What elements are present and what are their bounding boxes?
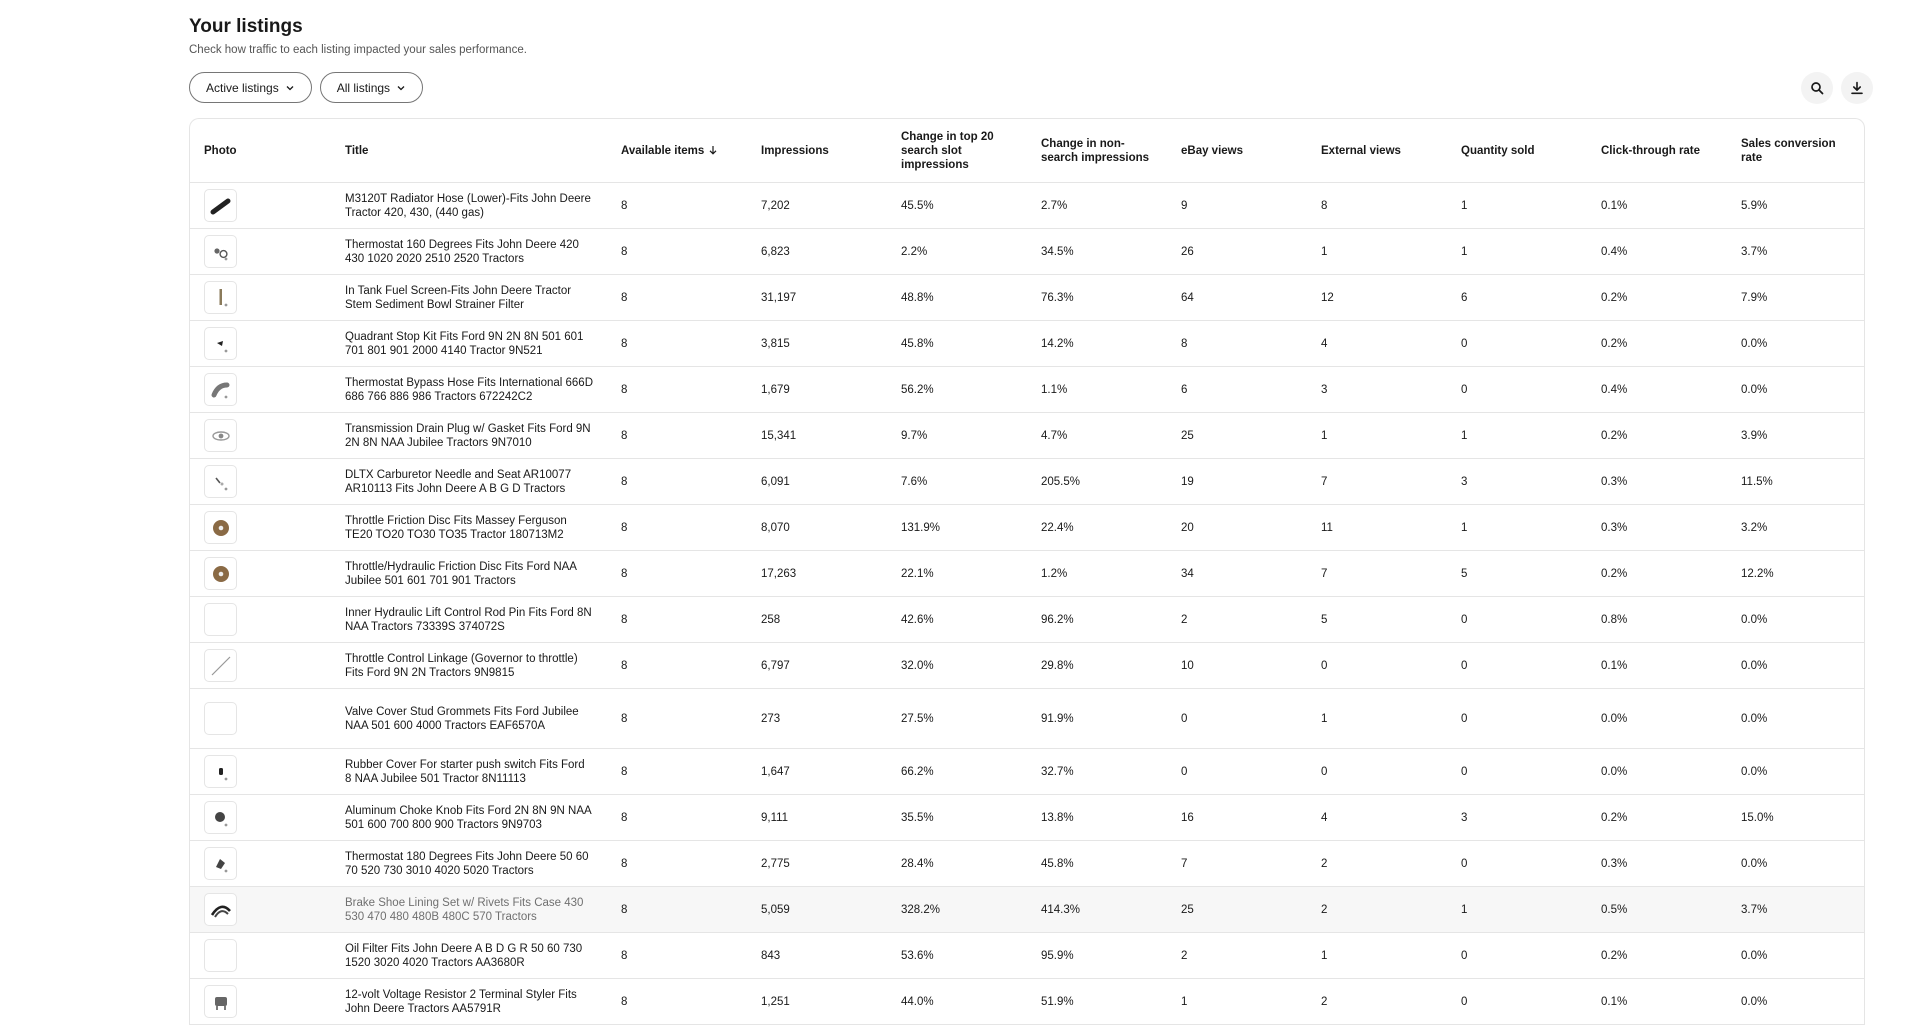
- external-views: 0: [1307, 749, 1447, 795]
- available-items: 8: [607, 979, 747, 1025]
- top20-change: 22.1%: [887, 551, 1027, 597]
- column-header-photo: Photo: [190, 119, 331, 183]
- nonsearch-change: 1.1%: [1027, 367, 1167, 413]
- listing-title[interactable]: DLTX Carburetor Needle and Seat AR10077 AR10113 Fits John Deere A B G D Tractors: [331, 459, 607, 505]
- table-row[interactable]: [190, 505, 1864, 551]
- sales-conversion-rate: 3.9%: [1727, 413, 1864, 459]
- photo-cell: [190, 229, 331, 275]
- external-views: 1: [1307, 689, 1447, 749]
- click-through-rate: 0.2%: [1587, 275, 1727, 321]
- sales-conversion-rate: 0.0%: [1727, 321, 1864, 367]
- external-views: 5: [1307, 597, 1447, 643]
- available-items: 8: [607, 505, 747, 551]
- click-through-rate: 0.0%: [1587, 689, 1727, 749]
- sales-conversion-rate: 0.0%: [1727, 689, 1864, 749]
- listing-thumbnail[interactable]: [204, 939, 237, 972]
- top20-change: 45.8%: [887, 321, 1027, 367]
- quantity-sold: 1: [1447, 229, 1587, 275]
- sales-conversion-rate: 0.0%: [1727, 643, 1864, 689]
- external-views: 7: [1307, 551, 1447, 597]
- top20-change: 44.0%: [887, 979, 1027, 1025]
- top20-change: 2.2%: [887, 229, 1027, 275]
- top20-change: 48.8%: [887, 275, 1027, 321]
- ebay-views: 9: [1167, 183, 1307, 229]
- photo-cell: [190, 933, 331, 979]
- available-items: 8: [607, 795, 747, 841]
- ebay-views: 20: [1167, 505, 1307, 551]
- listing-title[interactable]: M3120T Radiator Hose (Lower)-Fits John Deere Tractor 420, 430, (440 gas): [331, 183, 607, 229]
- external-views: 7: [1307, 459, 1447, 505]
- top20-change: 131.9%: [887, 505, 1027, 551]
- photo-cell: [190, 689, 331, 749]
- top20-change: 7.6%: [887, 459, 1027, 505]
- photo-cell: [190, 183, 331, 229]
- column-header-nonsearch-change[interactable]: Change in non-search impressions: [1027, 119, 1167, 183]
- listing-thumbnail[interactable]: [204, 603, 237, 636]
- listing-thumbnail[interactable]: [204, 511, 237, 544]
- listing-title[interactable]: Valve Cover Stud Grommets Fits Ford Jubilee NAA 501 600 4000 Tractors EAF6570A: [331, 689, 607, 749]
- arrow-down-icon: [708, 145, 718, 155]
- listing-thumbnail[interactable]: [204, 327, 237, 360]
- ebay-views: 26: [1167, 229, 1307, 275]
- quantity-sold: 3: [1447, 795, 1587, 841]
- quantity-sold: 0: [1447, 979, 1587, 1025]
- top20-change: 35.5%: [887, 795, 1027, 841]
- nonsearch-change: 96.2%: [1027, 597, 1167, 643]
- column-header-ebay-views[interactable]: eBay views: [1167, 119, 1307, 183]
- click-through-rate: 0.3%: [1587, 505, 1727, 551]
- quantity-sold: 6: [1447, 275, 1587, 321]
- column-header-impressions[interactable]: Impressions: [747, 119, 887, 183]
- external-views: 4: [1307, 321, 1447, 367]
- quantity-sold: 1: [1447, 183, 1587, 229]
- nonsearch-change: 34.5%: [1027, 229, 1167, 275]
- sales-conversion-rate: 12.2%: [1727, 551, 1864, 597]
- impressions: 17,263: [747, 551, 887, 597]
- table-row[interactable]: [190, 979, 1864, 1025]
- sales-conversion-rate: 0.0%: [1727, 597, 1864, 643]
- listing-thumbnail[interactable]: [204, 755, 237, 788]
- listing-thumbnail[interactable]: [204, 801, 237, 834]
- photo-cell: [190, 321, 331, 367]
- nonsearch-change: 414.3%: [1027, 887, 1167, 933]
- sales-conversion-rate: 11.5%: [1727, 459, 1864, 505]
- ebay-views: 16: [1167, 795, 1307, 841]
- impressions: 1,679: [747, 367, 887, 413]
- external-views: 2: [1307, 887, 1447, 933]
- listing-thumbnail[interactable]: [204, 893, 237, 926]
- quantity-sold: 3: [1447, 459, 1587, 505]
- ebay-views: 64: [1167, 275, 1307, 321]
- photo-cell: [190, 551, 331, 597]
- impressions: 5,059: [747, 887, 887, 933]
- table-row[interactable]: [190, 887, 1864, 933]
- ebay-views: 2: [1167, 597, 1307, 643]
- ebay-views: 25: [1167, 413, 1307, 459]
- click-through-rate: 0.1%: [1587, 643, 1727, 689]
- top20-change: 9.7%: [887, 413, 1027, 459]
- impressions: 9,111: [747, 795, 887, 841]
- nonsearch-change: 45.8%: [1027, 841, 1167, 887]
- photo-cell: [190, 413, 331, 459]
- external-views: 1: [1307, 229, 1447, 275]
- sales-conversion-rate: 0.0%: [1727, 979, 1864, 1025]
- nonsearch-change: 51.9%: [1027, 979, 1167, 1025]
- table-header-row: [190, 119, 1864, 183]
- nonsearch-change: 205.5%: [1027, 459, 1167, 505]
- table-row[interactable]: [190, 933, 1864, 979]
- table-row[interactable]: [190, 183, 1864, 229]
- listing-title[interactable]: Quadrant Stop Kit Fits Ford 9N 2N 8N 501 601 701 801 901 2000 4140 Tractor 9N521: [331, 321, 607, 367]
- active-listings-dropdown[interactable]: [189, 72, 312, 103]
- photo-cell: [190, 749, 331, 795]
- table-row[interactable]: [190, 275, 1864, 321]
- quantity-sold: 1: [1447, 505, 1587, 551]
- nonsearch-change: 4.7%: [1027, 413, 1167, 459]
- listing-title[interactable]: Oil Filter Fits John Deere A B D G R 50 60 730 1520 3020 4020 Tractors AA3680R: [331, 933, 607, 979]
- ebay-views: 1: [1167, 979, 1307, 1025]
- table-row[interactable]: [190, 321, 1864, 367]
- column-header-available-items[interactable]: [607, 119, 747, 183]
- photo-cell: [190, 643, 331, 689]
- listing-title[interactable]: In Tank Fuel Screen-Fits John Deere Tractor Stem Sediment Bowl Strainer Filter: [331, 275, 607, 321]
- available-items: 8: [607, 229, 747, 275]
- listing-title[interactable]: Aluminum Choke Knob Fits Ford 2N 8N 9N NAA 501 600 700 800 900 Tractors 9N9703: [331, 795, 607, 841]
- quantity-sold: 0: [1447, 841, 1587, 887]
- page-subtitle: Check how traffic to each listing impacted your sales performance.: [189, 44, 527, 56]
- available-items: 8: [607, 597, 747, 643]
- available-items: 8: [607, 749, 747, 795]
- sales-conversion-rate: 5.9%: [1727, 183, 1864, 229]
- download-icon: [1850, 81, 1864, 95]
- click-through-rate: 0.1%: [1587, 979, 1727, 1025]
- available-items: 8: [607, 551, 747, 597]
- available-items: 8: [607, 933, 747, 979]
- available-items: 8: [607, 841, 747, 887]
- listing-thumbnail[interactable]: [204, 847, 237, 880]
- listing-thumbnail[interactable]: [204, 649, 237, 682]
- impressions: 6,797: [747, 643, 887, 689]
- click-through-rate: 0.2%: [1587, 795, 1727, 841]
- table-row[interactable]: [190, 413, 1864, 459]
- listing-title[interactable]: Throttle/Hydraulic Friction Disc Fits Ford NAA Jubilee 501 601 701 901 Tractors: [331, 551, 607, 597]
- impressions: 6,091: [747, 459, 887, 505]
- impressions: 8,070: [747, 505, 887, 551]
- ebay-views: 8: [1167, 321, 1307, 367]
- table-row[interactable]: [190, 795, 1864, 841]
- available-items: 8: [607, 321, 747, 367]
- photo-cell: [190, 459, 331, 505]
- sales-conversion-rate: 0.0%: [1727, 749, 1864, 795]
- click-through-rate: 0.3%: [1587, 459, 1727, 505]
- photo-cell: [190, 887, 331, 933]
- impressions: 3,815: [747, 321, 887, 367]
- external-views: 8: [1307, 183, 1447, 229]
- click-through-rate: 0.3%: [1587, 841, 1727, 887]
- sales-conversion-rate: 3.7%: [1727, 229, 1864, 275]
- impressions: 7,202: [747, 183, 887, 229]
- top20-change: 32.0%: [887, 643, 1027, 689]
- external-views: 4: [1307, 795, 1447, 841]
- active-listings-label: Active listings: [206, 80, 279, 95]
- nonsearch-change: 13.8%: [1027, 795, 1167, 841]
- click-through-rate: 0.1%: [1587, 183, 1727, 229]
- impressions: 6,823: [747, 229, 887, 275]
- available-items: 8: [607, 459, 747, 505]
- column-header-title[interactable]: Title: [331, 119, 607, 183]
- ebay-views: 2: [1167, 933, 1307, 979]
- impressions: 258: [747, 597, 887, 643]
- listing-thumbnail[interactable]: [204, 465, 237, 498]
- top20-change: 53.6%: [887, 933, 1027, 979]
- chevron-down-icon: [396, 83, 406, 93]
- external-views: 12: [1307, 275, 1447, 321]
- impressions: 15,341: [747, 413, 887, 459]
- impressions: 31,197: [747, 275, 887, 321]
- page-title: Your listings: [189, 16, 303, 37]
- nonsearch-change: 2.7%: [1027, 183, 1167, 229]
- table-row[interactable]: [190, 749, 1864, 795]
- listing-title[interactable]: Brake Shoe Lining Set w/ Rivets Fits Case 430 530 470 480 480B 480C 570 Tractors: [331, 887, 607, 933]
- photo-cell: [190, 275, 331, 321]
- sales-conversion-rate: 0.0%: [1727, 933, 1864, 979]
- photo-cell: [190, 795, 331, 841]
- click-through-rate: 0.2%: [1587, 933, 1727, 979]
- all-listings-label: All listings: [336, 80, 391, 95]
- listing-thumbnail[interactable]: [204, 557, 237, 590]
- nonsearch-change: 95.9%: [1027, 933, 1167, 979]
- sales-conversion-rate: 0.0%: [1727, 841, 1864, 887]
- nonsearch-change: 76.3%: [1027, 275, 1167, 321]
- available-items: 8: [607, 643, 747, 689]
- click-through-rate: 0.4%: [1587, 229, 1727, 275]
- ebay-views: 19: [1167, 459, 1307, 505]
- listings-table: [190, 119, 1864, 1025]
- available-items: 8: [607, 887, 747, 933]
- sales-conversion-rate: 3.7%: [1727, 887, 1864, 933]
- table-row[interactable]: [190, 229, 1864, 275]
- quantity-sold: 5: [1447, 551, 1587, 597]
- table-row[interactable]: [190, 367, 1864, 413]
- click-through-rate: 0.0%: [1587, 749, 1727, 795]
- available-items: 8: [607, 689, 747, 749]
- nonsearch-change: 14.2%: [1027, 321, 1167, 367]
- ebay-views: 25: [1167, 887, 1307, 933]
- listing-thumbnail[interactable]: [204, 373, 237, 406]
- top20-change: 28.4%: [887, 841, 1027, 887]
- impressions: 1,251: [747, 979, 887, 1025]
- chevron-down-icon: [285, 83, 295, 93]
- available-items: 8: [607, 183, 747, 229]
- table-row[interactable]: [190, 597, 1864, 643]
- click-through-rate: 0.4%: [1587, 367, 1727, 413]
- table-row[interactable]: [190, 643, 1864, 689]
- nonsearch-change: 29.8%: [1027, 643, 1167, 689]
- column-header-sales-conversion-rate[interactable]: Sales conversion rate: [1727, 119, 1864, 183]
- listing-title[interactable]: Rubber Cover For starter push switch Fits Ford 8 NAA Jubilee 501 Tractor 8N11113: [331, 749, 607, 795]
- click-through-rate: 0.8%: [1587, 597, 1727, 643]
- ebay-views: 10: [1167, 643, 1307, 689]
- quantity-sold: 1: [1447, 887, 1587, 933]
- sales-conversion-rate: 7.9%: [1727, 275, 1864, 321]
- quantity-sold: 0: [1447, 689, 1587, 749]
- listing-thumbnail[interactable]: [204, 189, 237, 222]
- table-row[interactable]: [190, 689, 1864, 749]
- click-through-rate: 0.2%: [1587, 321, 1727, 367]
- click-through-rate: 0.2%: [1587, 413, 1727, 459]
- top20-change: 27.5%: [887, 689, 1027, 749]
- quantity-sold: 0: [1447, 597, 1587, 643]
- quantity-sold: 0: [1447, 933, 1587, 979]
- listing-thumbnail[interactable]: [204, 419, 237, 452]
- external-views: 2: [1307, 979, 1447, 1025]
- download-button[interactable]: [1841, 72, 1873, 104]
- impressions: 843: [747, 933, 887, 979]
- quantity-sold: 0: [1447, 643, 1587, 689]
- search-button[interactable]: [1801, 72, 1833, 104]
- listing-title[interactable]: Inner Hydraulic Lift Control Rod Pin Fits Ford 8N NAA Tractors 73339S 374072S: [331, 597, 607, 643]
- impressions: 273: [747, 689, 887, 749]
- available-items: 8: [607, 275, 747, 321]
- table-row[interactable]: [190, 459, 1864, 505]
- impressions: 1,647: [747, 749, 887, 795]
- top20-change: 66.2%: [887, 749, 1027, 795]
- listing-thumbnail[interactable]: [204, 281, 237, 314]
- ebay-views: 0: [1167, 689, 1307, 749]
- photo-cell: [190, 505, 331, 551]
- quantity-sold: 0: [1447, 367, 1587, 413]
- column-header-external-views[interactable]: External views: [1307, 119, 1447, 183]
- sales-conversion-rate: 15.0%: [1727, 795, 1864, 841]
- nonsearch-change: 1.2%: [1027, 551, 1167, 597]
- column-header-click-through-rate[interactable]: Click-through rate: [1587, 119, 1727, 183]
- click-through-rate: 0.5%: [1587, 887, 1727, 933]
- listing-thumbnail[interactable]: [204, 985, 237, 1018]
- ebay-views: 34: [1167, 551, 1307, 597]
- quantity-sold: 0: [1447, 321, 1587, 367]
- listing-title[interactable]: Throttle Control Linkage (Governor to throttle) Fits Ford 9N 2N Tractors 9N9815: [331, 643, 607, 689]
- nonsearch-change: 91.9%: [1027, 689, 1167, 749]
- click-through-rate: 0.2%: [1587, 551, 1727, 597]
- photo-cell: [190, 367, 331, 413]
- listing-thumbnail[interactable]: [204, 235, 237, 268]
- filter-bar: [189, 72, 423, 103]
- ebay-views: 6: [1167, 367, 1307, 413]
- top20-change: 56.2%: [887, 367, 1027, 413]
- listing-title[interactable]: Throttle Friction Disc Fits Massey Ferguson TE20 TO20 TO30 TO35 Tractor 180713M2: [331, 505, 607, 551]
- external-views: 3: [1307, 367, 1447, 413]
- external-views: 2: [1307, 841, 1447, 887]
- top20-change: 328.2%: [887, 887, 1027, 933]
- table-row[interactable]: [190, 551, 1864, 597]
- photo-cell: [190, 841, 331, 887]
- top20-change: 42.6%: [887, 597, 1027, 643]
- sales-conversion-rate: 3.2%: [1727, 505, 1864, 551]
- sales-conversion-rate: 0.0%: [1727, 367, 1864, 413]
- search-icon: [1810, 81, 1824, 95]
- table-row[interactable]: [190, 841, 1864, 887]
- photo-cell: [190, 979, 331, 1025]
- external-views: 1: [1307, 933, 1447, 979]
- external-views: 11: [1307, 505, 1447, 551]
- quantity-sold: 0: [1447, 749, 1587, 795]
- nonsearch-change: 32.7%: [1027, 749, 1167, 795]
- column-header-quantity-sold[interactable]: Quantity sold: [1447, 119, 1587, 183]
- listing-title[interactable]: Transmission Drain Plug w/ Gasket Fits Ford 9N 2N 8N NAA Jubilee Tractors 9N7010: [331, 413, 607, 459]
- listings-table-container: [189, 118, 1865, 1025]
- listing-title[interactable]: Thermostat 180 Degrees Fits John Deere 50 60 70 520 730 3010 4020 5020 Tractors: [331, 841, 607, 887]
- column-header-top20-change[interactable]: Change in top 20 search slot impressions: [887, 119, 1027, 183]
- quantity-sold: 1: [1447, 413, 1587, 459]
- listing-thumbnail[interactable]: [204, 702, 237, 735]
- top20-change: 45.5%: [887, 183, 1027, 229]
- impressions: 2,775: [747, 841, 887, 887]
- external-views: 0: [1307, 643, 1447, 689]
- column-header-available-items-label: Available items: [621, 144, 705, 157]
- external-views: 1: [1307, 413, 1447, 459]
- ebay-views: 7: [1167, 841, 1307, 887]
- available-items: 8: [607, 367, 747, 413]
- photo-cell: [190, 597, 331, 643]
- listing-title[interactable]: Thermostat Bypass Hose Fits International 666D 686 766 886 986 Tractors 672242C2: [331, 367, 607, 413]
- available-items: 8: [607, 413, 747, 459]
- listing-title[interactable]: Thermostat 160 Degrees Fits John Deere 420 430 1020 2020 2510 2520 Tractors: [331, 229, 607, 275]
- all-listings-dropdown[interactable]: [320, 72, 423, 103]
- nonsearch-change: 22.4%: [1027, 505, 1167, 551]
- listing-title[interactable]: 12-volt Voltage Resistor 2 Terminal Styler Fits John Deere Tractors AA5791R: [331, 979, 607, 1025]
- ebay-views: 0: [1167, 749, 1307, 795]
